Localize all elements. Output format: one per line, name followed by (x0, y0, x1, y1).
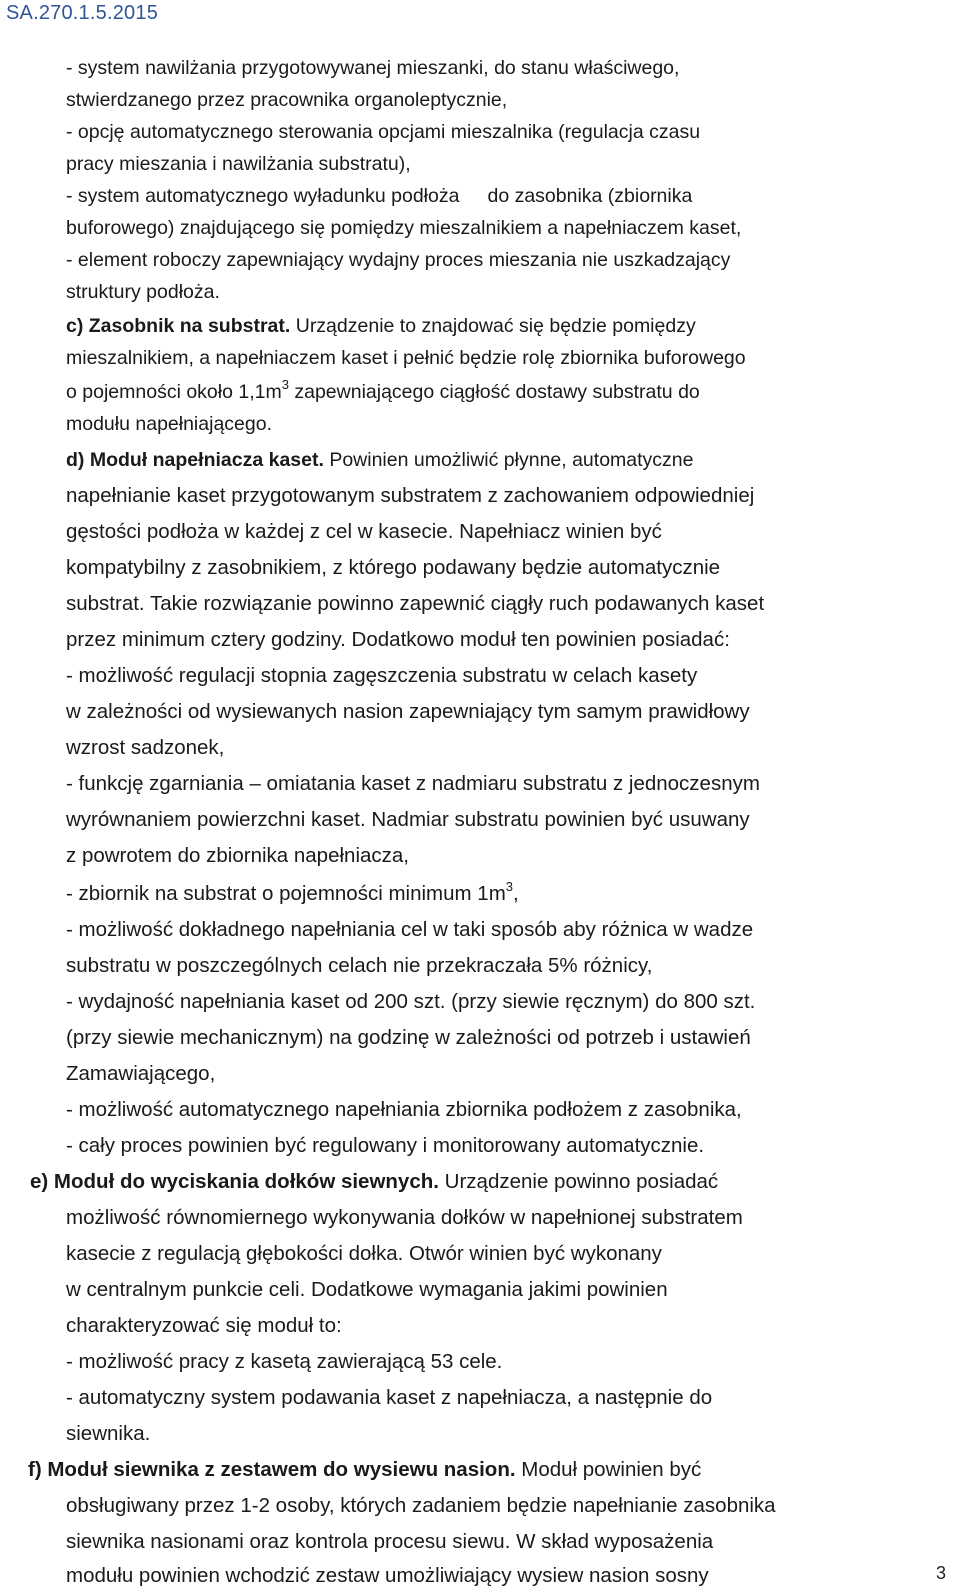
text-segment: zapewniającego ciągłość dostawy substratu do (288, 381, 700, 403)
superscript: 3 (281, 377, 289, 392)
text-line: struktury podłoża. (66, 281, 220, 303)
text-line: charakteryzować się moduł to: (66, 1314, 342, 1337)
list-item: - możliwość dokładnego napełniania cel w taki sposób aby różnica w wadze (66, 918, 754, 941)
list-item: - element roboczy zapewniający wydajny proces mieszania nie uszkadzający (66, 249, 731, 271)
text-segment: Urządzenie powinno posiadać (444, 1170, 719, 1193)
list-item (66, 55, 940, 81)
list-item: - automatyczny system podawania kaset z napełniacza, a następnie do (66, 1386, 713, 1409)
text-line: siewnika nasionami oraz kontrola procesu siewu. W skład wyposażenia (66, 1530, 714, 1553)
section-c-line (66, 313, 696, 339)
text-line: (przy siewie mechanicznym) na godzinę w zależności od potrzeb i ustawień (66, 1026, 751, 1049)
list-item (66, 881, 519, 907)
text-segment: Moduł powinien być (521, 1458, 702, 1481)
text-line (66, 379, 700, 405)
list-item: - funkcję zgarniania – omiatania kaset z nadmiaru substratu z jednoczesnym (66, 772, 760, 795)
document-id: SA.270.1.5.2015 (6, 2, 159, 24)
text-segment: do zasobnika (zbiornika (487, 185, 693, 207)
list-item: - możliwość pracy z kasetą zawierającą 53 cele. (66, 1350, 503, 1373)
text-line: pracy mieszania i nawilżania substratu), (66, 153, 411, 175)
text-line: stwierdzanego przez pracownika organoleptycznie, (66, 89, 508, 111)
text-line: buforowego) znajdującego się pomiędzy mieszalnikiem a napełniaczem kaset, (66, 217, 742, 239)
text-line: substratu w poszczególnych celach nie przekraczała 5% różnicy, (66, 954, 653, 977)
list-item: - opcję automatycznego sterowania opcjami mieszalnika (regulacja czasu (66, 121, 701, 143)
text-segment: - system automatycznego wyładunku podłoża (66, 185, 460, 207)
text-line: z powrotem do zbiornika napełniacza, (66, 844, 409, 867)
list-item: - wydajność napełniania kaset od 200 szt. (przy siewie ręcznym) do 800 szt. (66, 990, 756, 1013)
section-heading: d) Moduł napełniacza kaset. (66, 449, 324, 471)
text-line: modułu powinien wchodzić zestaw umożliwiający wysiew nasion sosny (66, 1564, 709, 1587)
text-line: wyrównaniem powierzchni kaset. Nadmiar substratu powinien być usuwany (66, 808, 750, 831)
text-segment: - zbiornik na substrat o pojemności minimum 1m (66, 882, 506, 905)
text-segment: o pojemności około 1,1m (66, 381, 282, 403)
text-line: obsługiwany przez 1-2 osoby, których zadaniem będzie napełnianie zasobnika (66, 1494, 776, 1517)
text-line: kompatybilny z zasobnikiem, z którego podawany będzie automatycznie (66, 556, 721, 579)
text-line: w zależności od wysiewanych nasion zapewniający tym samym prawidłowy (66, 700, 750, 723)
section-f-line (28, 1457, 701, 1483)
section-d-line (66, 447, 694, 473)
text-line: napełnianie kaset przygotowanym substratem z zachowaniem odpowiedniej (66, 484, 755, 507)
text-line: mieszalnikiem, a napełniaczem kaset i pełnić będzie rolę zbiornika buforowego (66, 347, 746, 369)
text-line: kasecie z regulacją głębokości dołka. Otwór winien być wykonany (66, 1242, 662, 1265)
text-line: przez minimum cztery godziny. Dodatkowo moduł ten powinien posiadać: (66, 628, 730, 651)
text-segment: Powinien umożliwić płynne, automatyczne (329, 449, 694, 471)
text-line: w centralnym punkcie celi. Dodatkowe wymagania jakimi powinien (66, 1278, 668, 1301)
text-segment: Urządzenie to znajdować się będzie pomiędzy (295, 315, 696, 337)
section-heading: c) Zasobnik na substrat. (66, 315, 291, 337)
list-item: - możliwość regulacji stopnia zagęszczenia substratu w celach kasety (66, 664, 698, 687)
section-e-line (30, 1169, 718, 1195)
text-line: możliwość równomiernego wykonywania dołków w napełnionej substratem (66, 1206, 743, 1229)
text-line: Zamawiającego, (66, 1062, 216, 1085)
text-line: wzrost sadzonek, (66, 736, 225, 759)
text-line: - system nawilżania przygotowywanej mieszanki, do stanu właściwego, (66, 57, 680, 79)
superscript: 3 (505, 879, 514, 894)
text-line: substrat. Takie rozwiązanie powinno zapewnić ciągły ruch podawanych kaset (66, 592, 765, 615)
list-item: - cały proces powinien być regulowany i monitorowany automatycznie. (66, 1134, 705, 1157)
section-heading: e) Moduł do wyciskania dołków siewnych. (30, 1170, 439, 1193)
page-number: 3 (935, 1563, 946, 1583)
text-line: siewnika. (66, 1422, 151, 1445)
text-line: modułu napełniającego. (66, 413, 272, 435)
text-line: gęstości podłoża w każdej z cel w kasecie. Napełniacz winien być (66, 520, 662, 543)
list-item: - możliwość automatycznego napełniania zbiornika podłożem z zasobnika, (66, 1098, 742, 1121)
section-heading: f) Moduł siewnika z zestawem do wysiewu nasion. (28, 1458, 516, 1481)
list-item (66, 183, 692, 209)
text-segment: , (513, 882, 519, 905)
